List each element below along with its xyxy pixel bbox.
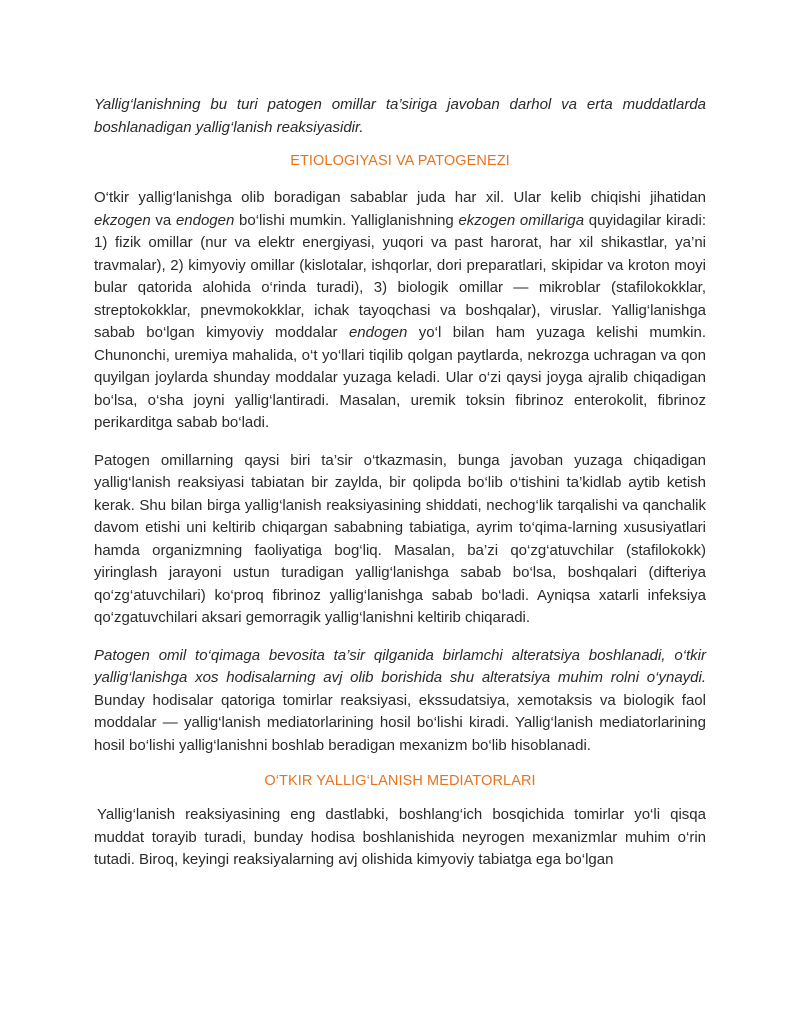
emphasis-run: ekzogen [94,211,151,229]
emphasis-run: Patogen omil to‘qimaga bevosita ta’sir qilganida birlamchi alteratsiya boshlanadi, o‘tkir yallig‘lanishga xos hodisalarning avj olib borishida shu alteratsiya muhim rolni o‘ynaydi. [94,646,706,686]
text-run: va [150,211,176,229]
emphasis-run: endogen [175,211,235,229]
intro-paragraph: Yallig‘lanishning bu turi patogen omillar ta’siriga javoban darhol va erta muddatlarda boshlanadigan yallig‘lanish reaksiyasidir. [94,96,706,136]
text-run: O‘tkir yallig‘lanishga olib boradigan sabablar juda har xil. Ular kelib chiqishi jihatidan [94,189,706,206]
paragraph-mediators-intro: Yallig‘lanish reaksiyasining eng dastlabki, boshlang‘ich bosqichida tomirlar yo‘li qisqa muddat torayib turadi, bunday hodisa boshlanishida neyrogen mexanizmlar muhim o‘rin tutadi. Biroq, keyingi reaksiyalarning avj olishida kimyoviy tabiatga ega bo‘lgan [94,806,706,868]
paragraph-reaction-nature: Patogen omillarning qaysi biri ta’sir o‘tkazmasin, bunga javoban yuzaga chiqadigan yallig‘lanish reaksiyasi tabiatan bir zaylda, bir qolipda bo‘lib o‘tishini ta’kidlab aytib ketish kerak. Shu bilan birga yallig‘lanish reaksiyasining shiddati, nechog‘lik tarqalishi va qanchalik davom etishi uni keltirib chiqargan sababning tabiatiga, ayrim to‘qima-larning xususiyatlari hamda organizmning faoliyatiga bog‘liq. Masalan, ba’zi qo‘zg‘atuvchilar (stafilokokk) yiringlash jarayoni ustun turadigan yallig‘lanishga sabab bo‘lsa, boshqalari (difteriya qo‘zg‘atuvchilari) ko‘proq fibrinoz yallig‘lanishga sabab bo‘ladi. Ayniqsa xatarli infeksiya qo‘zgatuvchilari aksari gemorragik yallig‘lanishni keltirib chiqaradi. [94,451,706,626]
section-heading-mediators: O‘TKIR YALLIG‘LANISH MEDIATORLARI [264,773,536,789]
emphasis-run: endogen [348,324,408,341]
paragraph-alteration [94,645,706,758]
emphasis-run: ekzogen omillariga [458,211,585,229]
paragraph-causes [94,187,706,435]
section-heading-etiology: ETIOLOGIYASI VA PATOGENEZI [290,153,510,169]
text-run: quyidagilar kiradi: 1) fizik omillar (nur va elektr energiyasi, yuqori va past harorat, har xil shikastlar, ya’ni travmalar), 2) kimyoviy omillar (kislotalar, ishqorlar, dori preparatlari, skipidar va kroton moyi bular qatorida alohida o‘rinda turadi), 3) biologik omillar — mikroblar (stafilokokklar, streptokokklar, pnevmokokklar, ichak tayoqchasi va boshqalar), viruslar. Yallig‘lanishga sabab bo‘lgan kimyoviy moddalar [94,211,706,341]
text-run: yo‘l bilan ham yuzaga kelishi mumkin. Chunonchi, uremiya mahalida, o‘t yo‘llari tiqilib qolgan paytlarda, nekrozga uchragan va qon quyilgan joylarda shunday moddalar yuzaga keladi. Ular o‘zi qaysi joyga ajralib chiqadigan bo‘lsa, o‘sha joyni yallig‘lantiradi. Masalan, uremik toksin fibrinoz enterokolit, fibrinoz perikarditga sabab bo‘ladi. [94,324,706,431]
text-run: Bunday hodisalar qatoriga tomirlar reaksiyasi, ekssudatsiya, xemotaksis va biologik faol moddalar — yallig‘lanish mediatorlarining hosil bo‘lishi kiradi. Yallig‘lanish mediatorlarining hosil bo‘lishi yallig‘lanishni boshlab beradigan mexanizm bo‘lib hisoblanadi. [94,691,706,754]
text-run: bo‘lishi mumkin. Yalliglanishning [234,211,459,229]
